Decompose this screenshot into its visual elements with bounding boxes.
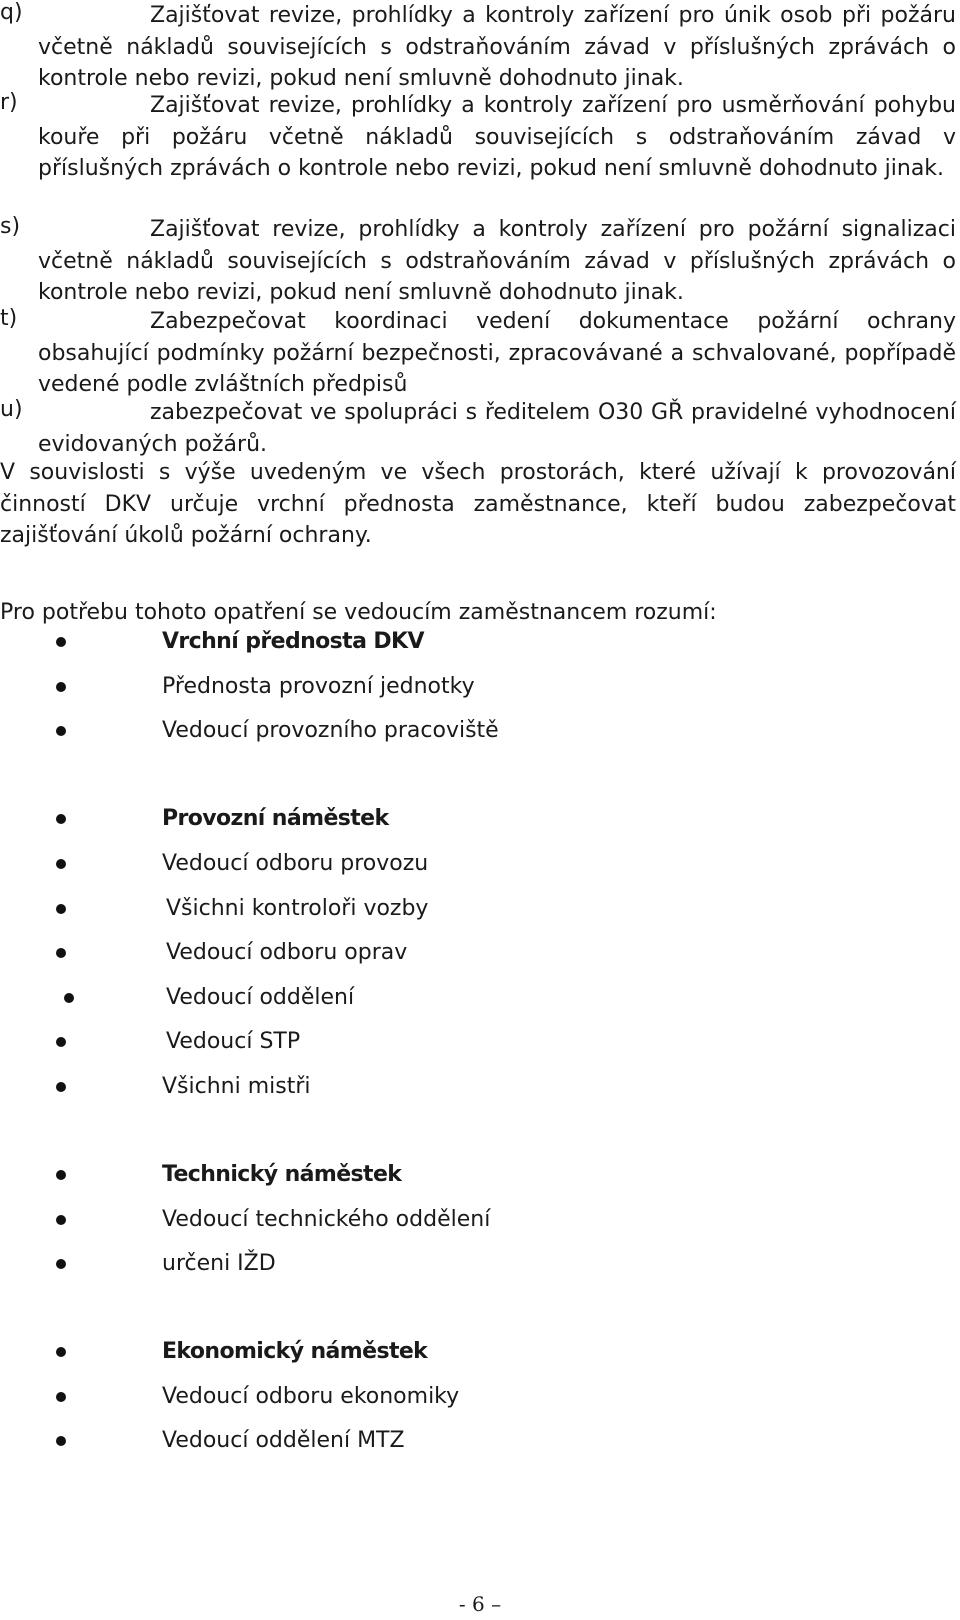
item-text: Zajišťovat revize, prohlídky a kontroly zařízení pro únik osob při požáru včetně nákladů souvisejících s odstraňováním závad v příslušných zprávách o kontrole nebo revizi, pokud není smluvně dohodnuto jinak. — [38, 3, 956, 91]
bullet-icon — [56, 814, 66, 824]
list-heading — [0, 624, 900, 668]
list-item-label: Vedoucí odboru provozu — [162, 851, 429, 876]
bullet-icon — [56, 637, 66, 647]
bullet-icon — [56, 1436, 66, 1446]
list-item — [0, 669, 900, 713]
list-item-label: Přednosta provozní jednotky — [162, 674, 475, 699]
list-item-label: Všichni mistři — [162, 1074, 311, 1099]
item-letter: u) — [0, 397, 23, 422]
bullet-icon — [56, 1392, 66, 1402]
group-heading: Ekonomický náměstek — [162, 1339, 428, 1364]
bullet-icon — [56, 1082, 66, 1092]
bullet-icon — [56, 948, 66, 958]
item-text: zabezpečovat ve spolupráci s ředitelem O30 GŘ pravidelné vyhodnocení evidovaných požárů. — [38, 400, 956, 457]
list-item-label: Vedoucí odboru ekonomiky — [162, 1384, 460, 1409]
bullet-icon — [56, 1170, 66, 1180]
group-heading: Vrchní přednosta DKV — [162, 629, 424, 654]
list-item-label: Vedoucí oddělení MTZ — [162, 1428, 405, 1453]
bullet-icon — [56, 1259, 66, 1269]
list-item — [0, 1202, 900, 1246]
bullet-icon — [56, 859, 66, 869]
item-text: Zabezpečovat koordinaci vedení dokumentace požární ochrany obsahující podmínky požární bezpečnosti, zpracovávané a schvalované, popřípadě vedené podle zvláštních předpisů — [38, 309, 956, 397]
page-number: - 6 – — [458, 1592, 502, 1616]
list-item-label: Vedoucí odboru oprav — [166, 940, 408, 965]
closing-paragraph: V souvislosti s výše uvedeným ve všech prostorách, které užívají k provozování činností DKV určuje vrchní přednosta zaměstnance, kteří budou zabezpečovat zajišťování úkolů požární ochrany. — [0, 460, 956, 548]
list-item-label: Vedoucí technického oddělení — [162, 1207, 491, 1232]
list-item — [0, 891, 900, 935]
bullet-icon — [56, 1215, 66, 1225]
list-heading — [0, 801, 900, 845]
group-heading: Provozní náměstek — [162, 806, 389, 831]
list-item — [0, 713, 900, 757]
list-item — [0, 1379, 900, 1423]
bullet-icon — [56, 1347, 66, 1357]
list-item — [0, 935, 900, 979]
item-letter: t) — [0, 306, 18, 331]
list-item — [0, 1246, 900, 1290]
list-item-label: Vedoucí provozního pracoviště — [162, 718, 499, 743]
bullet-icon — [56, 1037, 66, 1047]
list-item-label: Vedoucí oddělení — [166, 985, 355, 1010]
list-item — [0, 1024, 900, 1068]
bullet-icon — [56, 726, 66, 736]
item-text: Zajišťovat revize, prohlídky a kontroly zařízení pro požární signalizaci včetně nákladů souvisejících s odstraňováním závad v příslušných zprávách o kontrole nebo revizi, pokud není smluvně dohodnuto jinak. — [38, 217, 956, 305]
bullet-icon — [56, 904, 66, 914]
list-item-label: Vedoucí STP — [166, 1029, 301, 1054]
item-text: Zajišťovat revize, prohlídky a kontroly zařízení pro usměrňování pohybu kouře při požáru včetně nákladů souvisejících s odstraňováním závad v příslušných zprávách o kontrole nebo revizi, pokud není smluvně dohodnuto jinak. — [38, 93, 956, 181]
list-heading — [0, 1157, 900, 1201]
list-item — [0, 1069, 900, 1113]
list-heading — [0, 1334, 900, 1378]
list-item-label: určeni IŽD — [162, 1251, 276, 1276]
bullet-icon — [64, 993, 74, 1003]
list-item — [0, 846, 900, 890]
bullet-icon — [56, 682, 66, 692]
list-item-label: Všichni kontroloři vozby — [166, 896, 429, 921]
list-item — [0, 980, 900, 1024]
item-letter: r) — [0, 90, 18, 115]
group-heading: Technický náměstek — [162, 1162, 402, 1187]
item-letter: s) — [0, 214, 21, 239]
item-letter: q) — [0, 0, 23, 25]
list-item — [0, 1423, 900, 1467]
intro-text: Pro potřebu tohoto opatření se vedoucím zaměstnancem rozumí: — [0, 600, 717, 625]
